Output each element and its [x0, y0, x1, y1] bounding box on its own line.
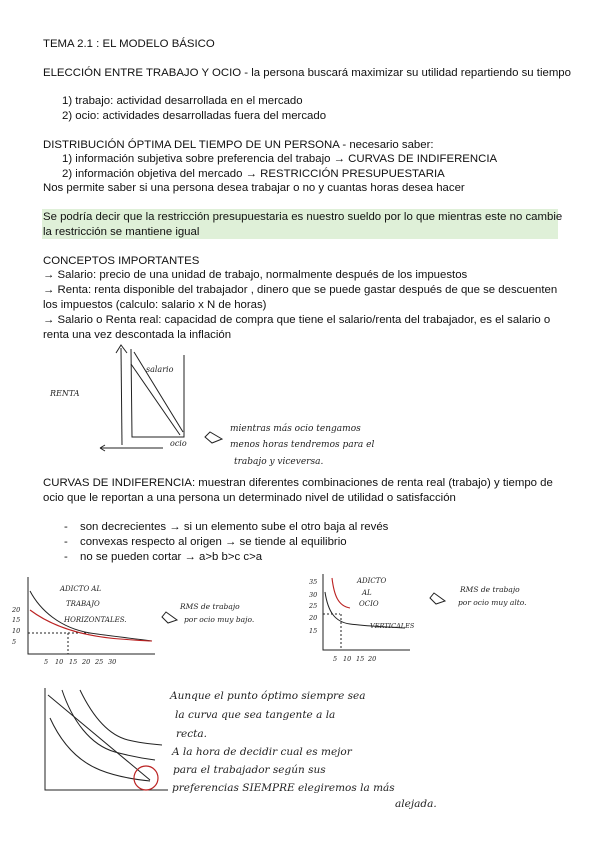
- list-item: no se pueden cortar → a>b b>c c>a: [80, 551, 263, 563]
- concept-line: → Renta: renta disponible del trabajador , dinero que se puede gastar después de que se descuenten: [43, 284, 558, 296]
- curvas-heading: CURVAS DE INDIFERENCIA: muestran diferentes combinaciones de renta real (trabajo) y tiempo de: [43, 477, 553, 489]
- sketch2-label: ADICTO AL: [60, 585, 102, 593]
- y-tick: 35: [309, 578, 318, 586]
- distribucion-heading: DISTRIBUCIÓN ÓPTIMA DEL TIEMPO DE UN PERSONA - necesario saber:: [43, 139, 434, 151]
- y-tick: 30: [309, 591, 318, 599]
- page-title: TEMA 2.1 : EL MODELO BÁSICO: [43, 38, 215, 50]
- list-item: son decrecientes → si un elemento sube el otro baja al revés: [80, 521, 389, 533]
- y-tick: 5: [12, 638, 17, 646]
- highlight-line: Se podría decir que la restricción presupuestaria es nuestro sueldo por lo que mientras este no cambie: [43, 211, 563, 223]
- list-item: 1) trabajo: actividad desarrollada en el mercado: [62, 95, 303, 107]
- renta-label: RENTA: [50, 389, 80, 398]
- sketch1-note: mientras más ocio tengamos: [230, 424, 361, 434]
- sketch3-label: OCIO: [359, 600, 379, 608]
- x-tick: 15: [356, 655, 365, 663]
- x-tick: 20: [368, 655, 377, 663]
- sketch3-note: por ocio muy alto.: [458, 598, 527, 607]
- sketch4-note: para el trabajador según sus: [173, 764, 326, 776]
- sketch3-label: ADICTO: [357, 577, 387, 585]
- y-tick: 20: [309, 614, 318, 622]
- curvas-line: ocio que le reportan a una persona un determinado nivel de utilidad o satisfacción: [43, 492, 456, 504]
- conceptos-heading: CONCEPTOS IMPORTANTES: [43, 255, 200, 267]
- bullet-dash: -: [64, 551, 68, 563]
- sketch3-label: VERTICALES: [370, 622, 415, 630]
- concept-line: → Salario o Renta real: capacidad de compra que tiene el salario/renta del trabajador, es el salario o: [43, 314, 551, 326]
- bullet-dash: -: [64, 521, 68, 533]
- x-tick: 5: [44, 658, 49, 666]
- sketch2-label: HORIZONTALES.: [64, 616, 127, 624]
- list-item: 2) ocio: actividades desarrolladas fuera del mercado: [62, 110, 327, 122]
- highlight-line: la restricción se mantiene igual: [43, 226, 200, 238]
- concept-line: → Salario: precio de una unidad de trabajo, normalmente después de los impuestos: [43, 269, 468, 281]
- sketch1-note: menos horas tendremos para el: [230, 440, 375, 450]
- sketch1-note: trabajo y viceversa.: [234, 457, 324, 467]
- list-item: convexas respecto al origen → se tiende al equilibrio: [80, 536, 347, 548]
- eleccion-heading: ELECCIÓN ENTRE TRABAJO Y OCIO - la persona buscará maximizar su utilidad repartiendo su tiempo: [43, 67, 571, 79]
- distribucion-note: Nos permite saber si una persona desea trabajar o no y cuantas horas desea hacer: [43, 182, 465, 194]
- salario-label: salario: [146, 365, 174, 374]
- ocio-label: ocio: [170, 439, 187, 448]
- y-tick: 20: [12, 606, 21, 614]
- list-item: 2) información objetiva del mercado → RESTRICCIÓN PRESUPUESTARIA: [62, 168, 445, 180]
- concept-line: los impuestos (calculo: salario x N de horas): [43, 299, 267, 311]
- concept-line: renta una vez descontada la inflación: [43, 329, 232, 341]
- y-tick: 15: [309, 627, 318, 635]
- sketch3-note: RMS de trabajo: [460, 585, 520, 594]
- list-item: 1) información subjetiva sobre preferencia del trabajo → CURVAS DE INDIFERENCIA: [62, 153, 498, 165]
- x-tick: 20: [82, 658, 91, 666]
- y-tick: 10: [12, 627, 21, 635]
- x-tick: 30: [108, 658, 117, 666]
- sketch4-note: preferencias SIEMPRE elegiremos la más: [172, 782, 395, 794]
- bullet-dash: -: [64, 536, 68, 548]
- sketch2-note: RMS de trabajo: [180, 602, 240, 611]
- y-tick: 25: [309, 602, 318, 610]
- sketch4-note: A la hora de decidir cual es mejor: [172, 746, 352, 758]
- x-tick: 10: [343, 655, 352, 663]
- x-tick: 5: [333, 655, 338, 663]
- sketch3-label: AL: [362, 589, 372, 597]
- y-tick: 15: [12, 616, 21, 624]
- x-tick: 25: [95, 658, 104, 666]
- sketch2-label: TRABAJO: [66, 600, 100, 608]
- sketch4-note: alejada.: [395, 798, 437, 810]
- sketch4-note: recta.: [176, 728, 207, 740]
- sketch4-note: la curva que sea tangente a la: [175, 709, 336, 721]
- x-tick: 15: [69, 658, 78, 666]
- sketch4-note: Aunque el punto óptimo siempre sea: [170, 690, 366, 702]
- x-tick: 10: [55, 658, 64, 666]
- sketch2-note: por ocio muy bajo.: [184, 615, 255, 624]
